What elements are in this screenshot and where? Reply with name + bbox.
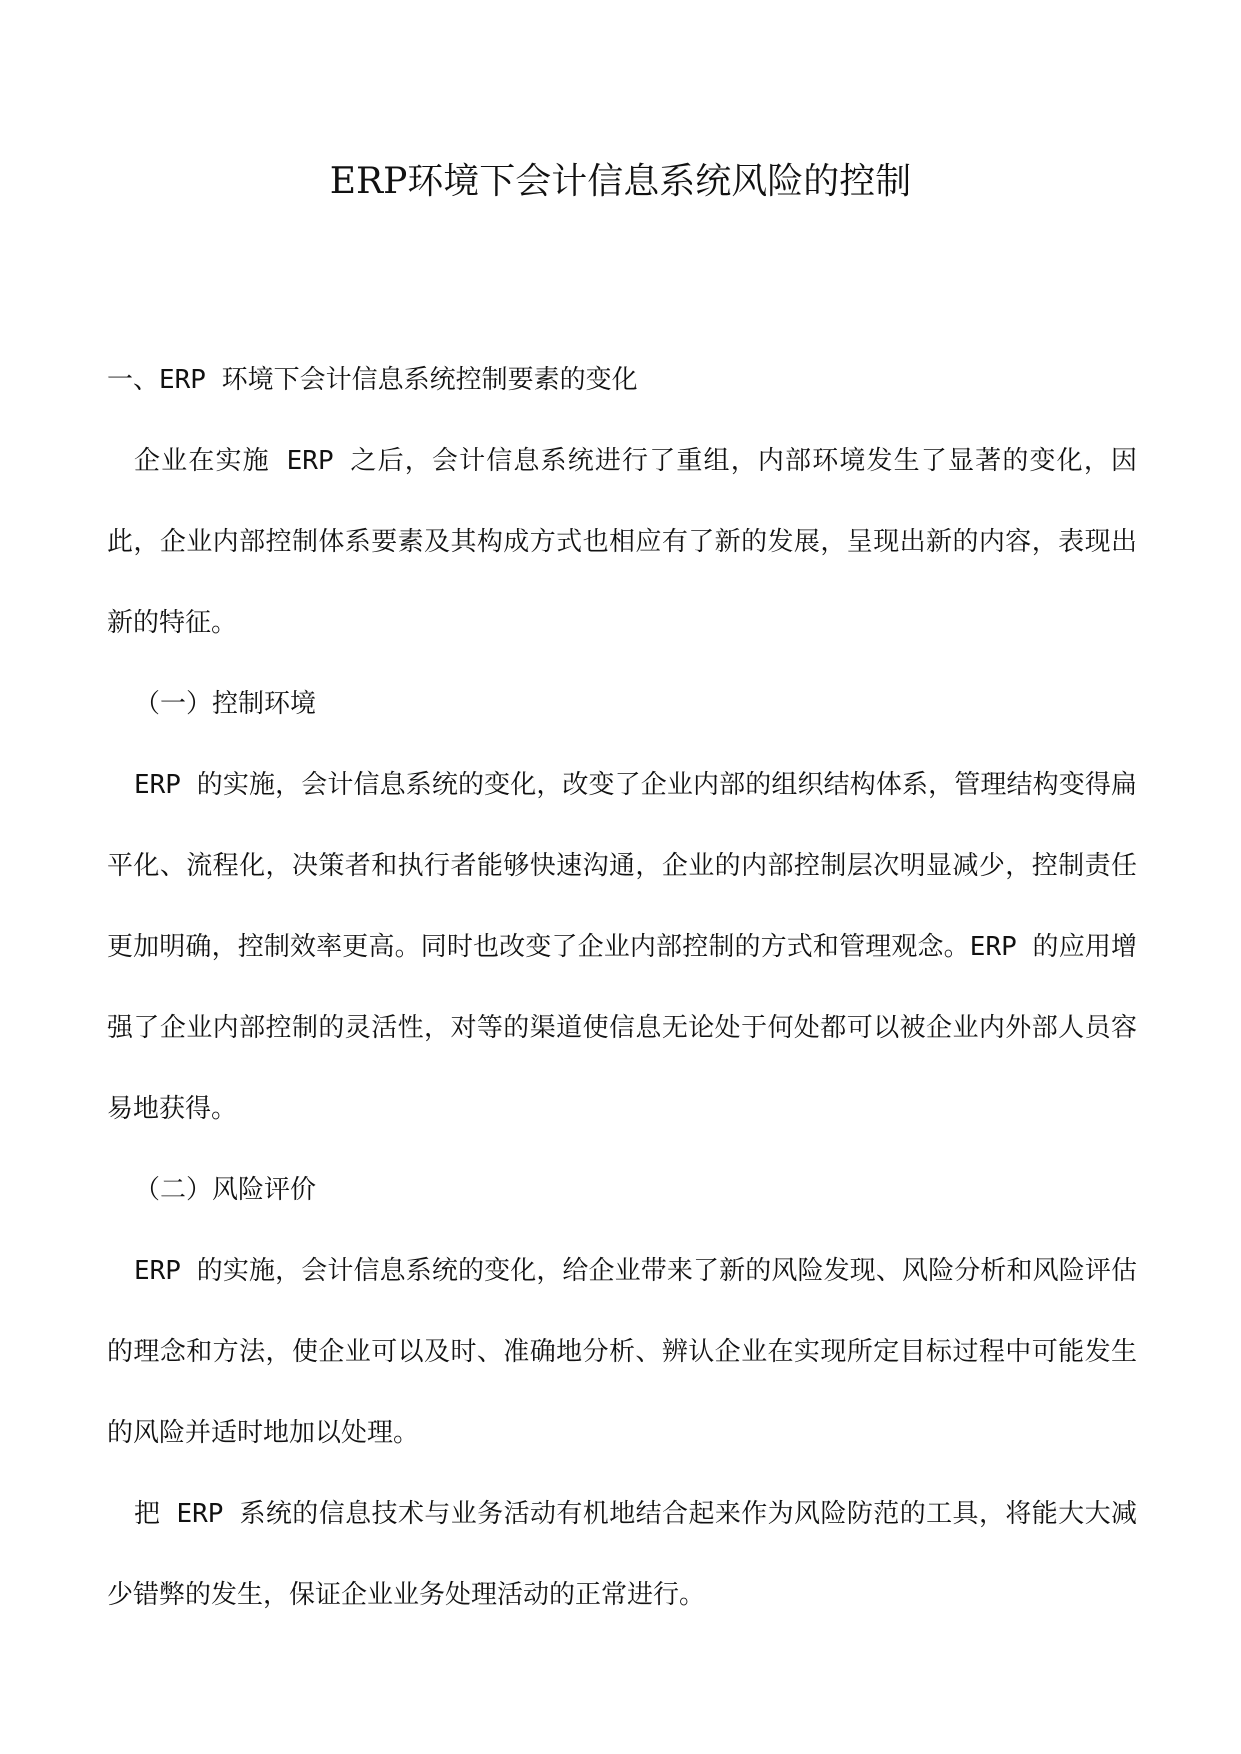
document-title: ERP环境下会计信息系统风险的控制 bbox=[329, 161, 912, 202]
subsection-heading-control-environment: （一）控制环境 bbox=[134, 689, 317, 719]
risk-prevention-paragraph: 把 ERP 系统的信息技术与业务活动有机地结合起来作为风险防范的工具，将能大大减少错弊的发生，保证企业业务处理活动的正常进行。 bbox=[107, 1499, 1137, 1610]
risk-assessment-paragraph: ERP 的实施，会计信息系统的变化，给企业带来了新的风险发现、风险分析和风险评估的理念和方法，使企业可以及时、准确地分析、辨认企业在实现所定目标过程中可能发生的风险并适时地加以处理。 bbox=[107, 1256, 1137, 1448]
subsection-heading-risk-assessment: （二）风险评价 bbox=[134, 1175, 317, 1205]
control-environment-paragraph: ERP 的实施，会计信息系统的变化，改变了企业内部的组织结构体系，管理结构变得扁平化、流程化，决策者和执行者能够快速沟通，企业的内部控制层次明显减少，控制责任更加明确，控制效率更高。同时也改变了企业内部控制的方式和管理观念。ERP 的应用增强了企业内部控制的灵活性，对等的渠道使信息无论处于何处都可以被企业内外部人员容易地获得。 bbox=[107, 770, 1137, 1124]
section-intro-paragraph: 企业在实施 ERP 之后，会计信息系统进行了重组，内部环境发生了显著的变化，因此，企业内部控制体系要素及其构成方式也相应有了新的发展，呈现出新的内容，表现出新的特征。 bbox=[107, 446, 1137, 638]
document-body bbox=[107, 340, 1137, 1636]
section-heading: 一、ERP 环境下会计信息系统控制要素的变化 bbox=[107, 365, 638, 395]
